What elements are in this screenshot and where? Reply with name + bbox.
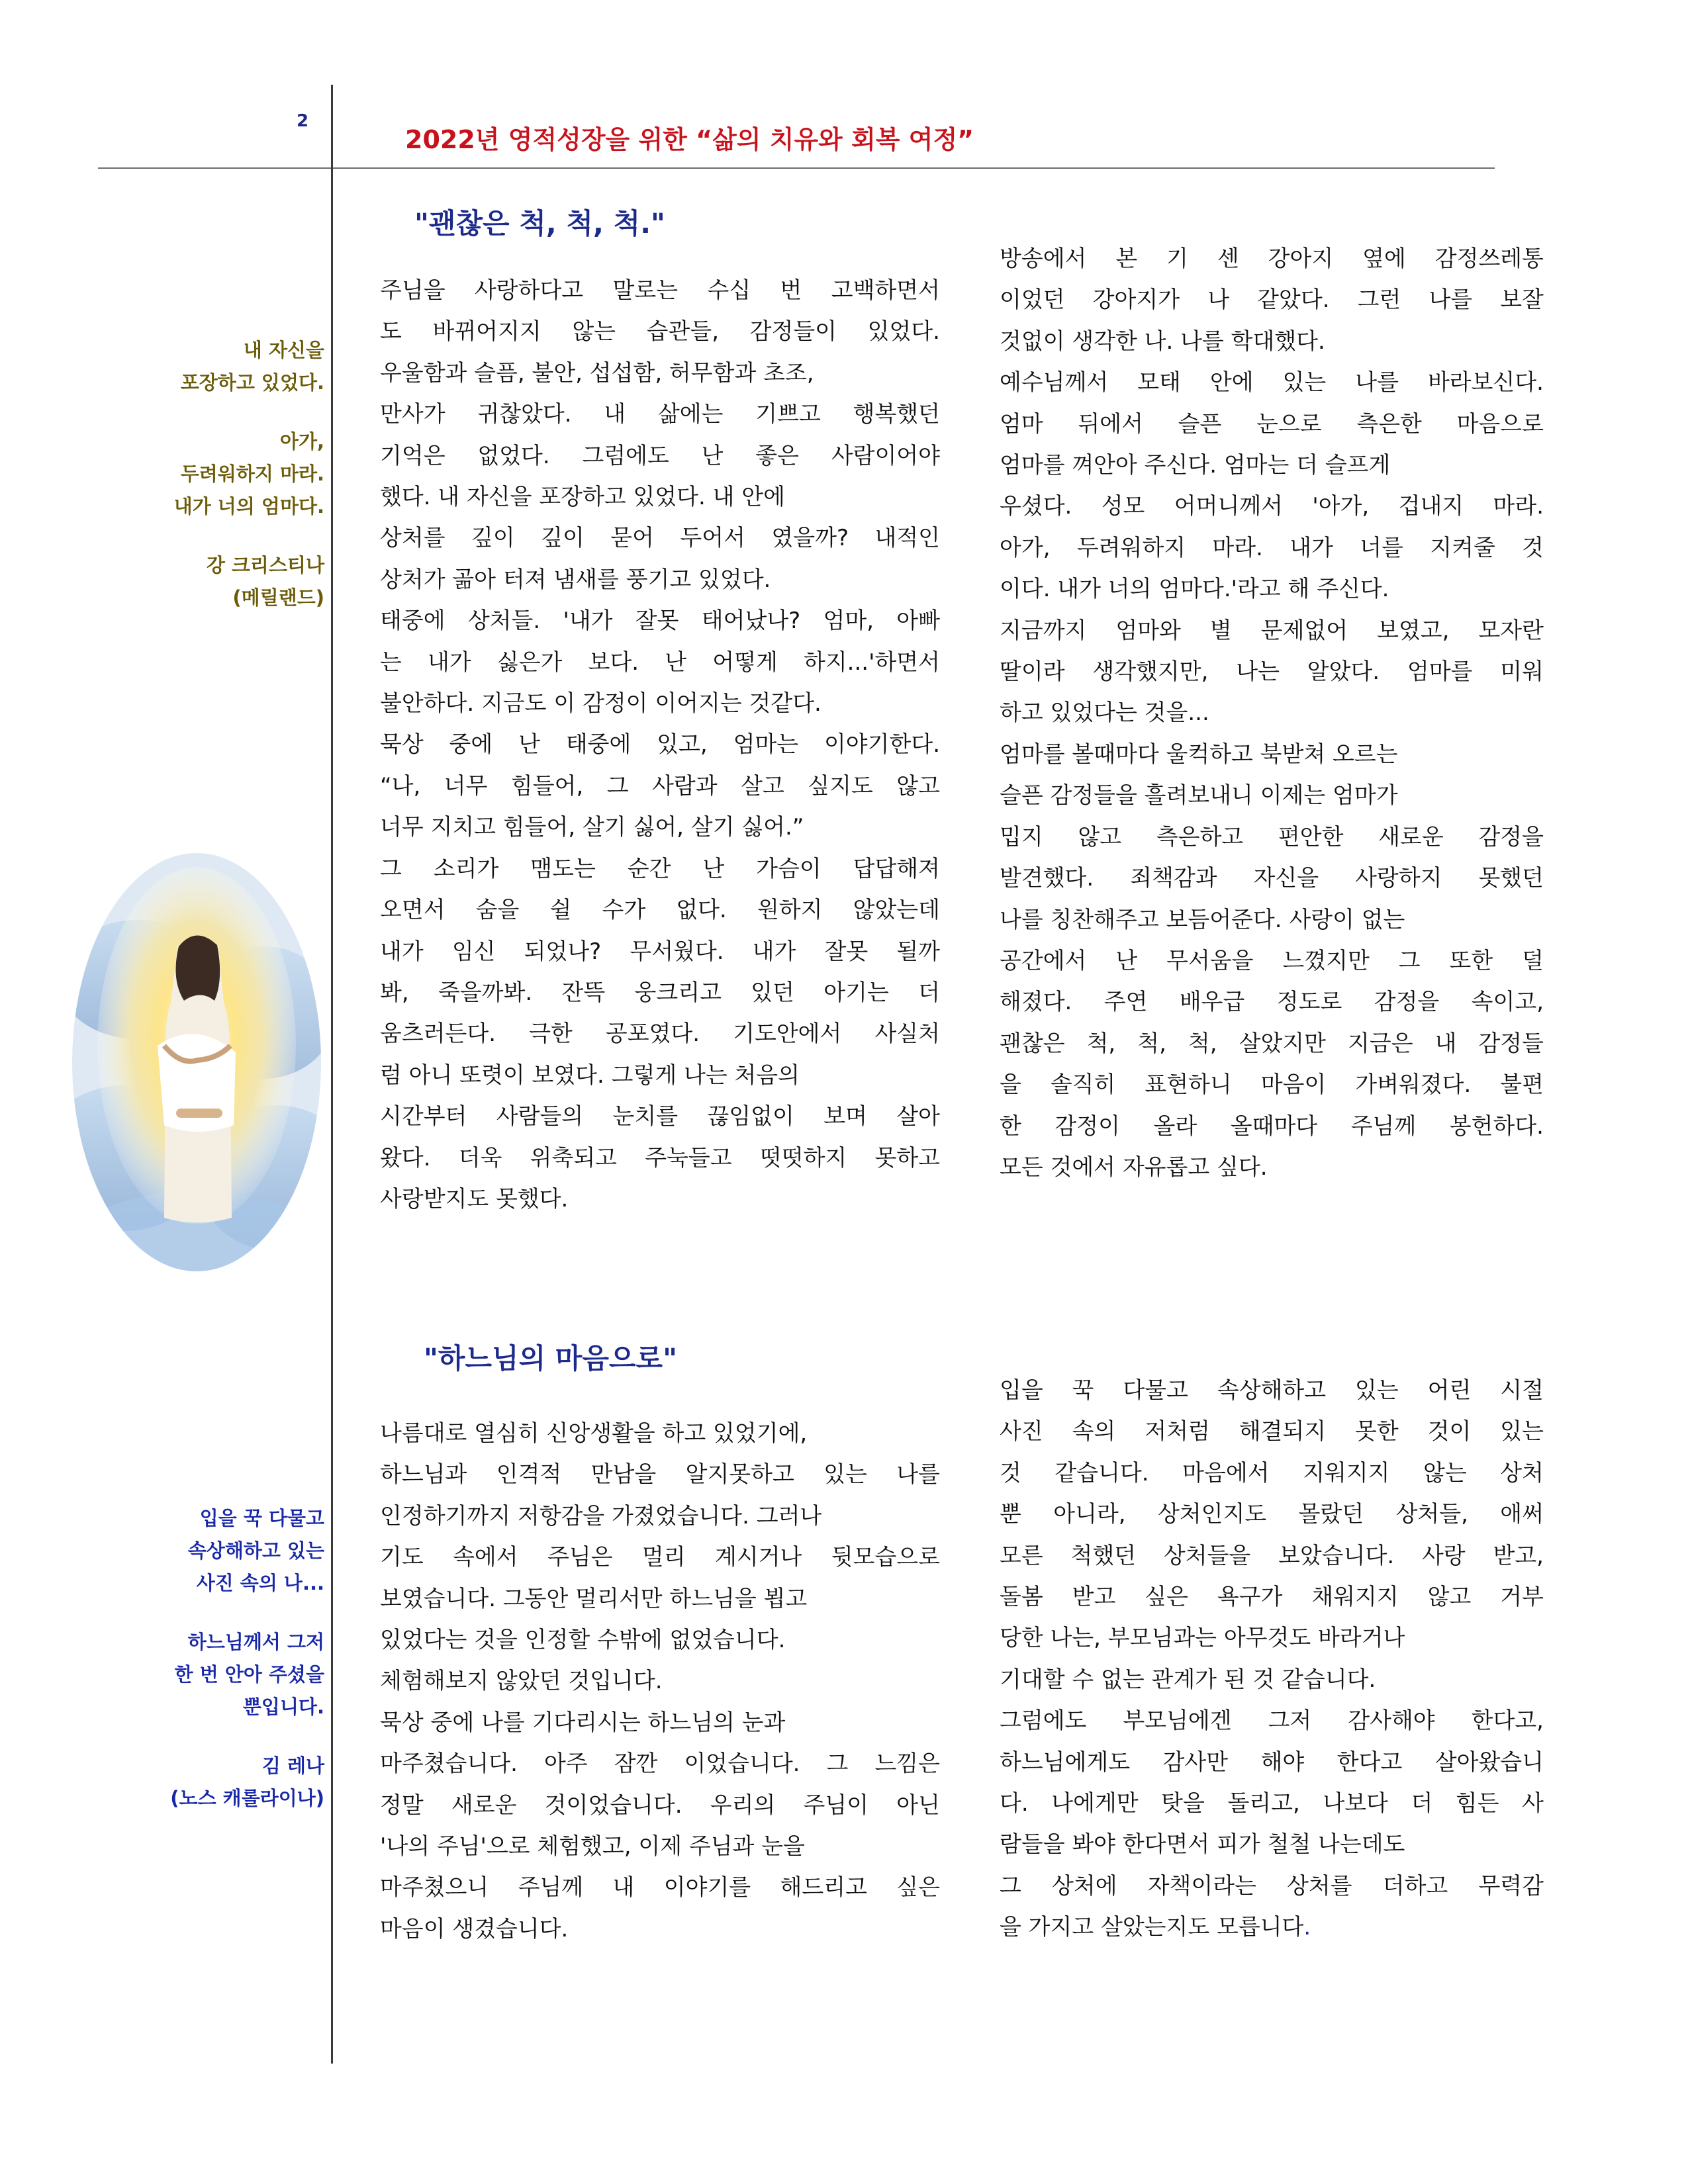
sidebar-line: 하느님께서 그저 xyxy=(187,1631,324,1653)
paragraph-line: 사진 속의 저처럼 해결되지 못한 것이 있는 xyxy=(1000,1418,1544,1445)
header-divider xyxy=(98,167,1495,169)
sidebar-line: 사진 속의 나... xyxy=(196,1572,324,1594)
paragraph-line: 돌봄 받고 싶은 욕구가 채워지지 않고 거부 xyxy=(1000,1584,1544,1611)
section-2-left-column xyxy=(380,1413,940,1950)
paragraph-line: 주님을 사랑하다고 말로는 수십 번 고백하면서 xyxy=(380,277,940,304)
paragraph-line: 정말 새로운 것이었습니다. 우리의 주님이 아닌 xyxy=(380,1792,940,1819)
paragraph-line: 마주쳤습니다. 아주 잠깐 이었습니다. 그 느낌은 xyxy=(380,1751,940,1778)
sidebar-line: 포장하고 있었다. xyxy=(180,371,324,394)
paragraph-line: “나, 너무 힘들어, 그 사람과 살고 싶지도 않고 xyxy=(380,772,940,799)
paragraph-line: 태중에 상처들. '내가 잘못 태어났나? 엄마, 아빠 xyxy=(380,608,940,635)
paragraph-line xyxy=(1000,1907,1544,1948)
paragraph-line: 왔다. 더욱 위축되고 주눅들고 떳떳하지 못하고 xyxy=(380,1144,940,1171)
paragraph-line: 만사가 귀찮았다. 내 삶에는 기쁘고 행복했던 xyxy=(380,401,940,428)
sidebar-line: 내가 너의 엄마다. xyxy=(173,495,324,518)
paragraph-line: 럼 아니 또렷이 보였다. 그렇게 나는 처음의 xyxy=(380,1062,800,1089)
paragraph-line: 람들을 봐야 한다면서 피가 철철 나는데도 xyxy=(1000,1831,1405,1858)
section-1-title: "괜찮은 척, 척, 척." xyxy=(414,207,665,240)
paragraph-line: 모든 것에서 자유롭고 싶다. xyxy=(1000,1154,1268,1181)
paragraph-line: 나를 칭찬해주고 보듬어준다. 사랑이 없는 xyxy=(1000,906,1405,933)
paragraph-line: 것없이 생각한 나. 나를 학대했다. xyxy=(1000,328,1325,355)
paragraph-line: 시간부터 사람들의 눈치를 끊임없이 보며 살아 xyxy=(380,1103,940,1130)
author-name: 강 크리스티나 xyxy=(206,554,324,576)
paragraph-line: 인정하기까지 저항감을 가졌었습니다. 그러나 xyxy=(380,1502,822,1529)
paragraph-line: 내가 임신 되었나? 무서웠다. 내가 잘못 될까 xyxy=(380,938,940,965)
paragraph-line: 움츠러든다. 극한 공포였다. 기도안에서 사실처 xyxy=(380,1021,940,1048)
paragraph-line: 다. 나에게만 탓을 돌리고, 나보다 더 힘든 사 xyxy=(1000,1790,1544,1817)
paragraph-line: 기도 속에서 주님은 멀리 계시거나 뒷모습으로 xyxy=(380,1544,940,1571)
last-line-text: 을 가지고 살았는지도 모릅니다 xyxy=(1000,1914,1304,1941)
section-1-right-column xyxy=(1000,238,1544,1188)
paragraph-line: 불안하다. 지금도 이 감정이 이어지는 것같다. xyxy=(380,690,821,717)
author-location: (메릴랜드) xyxy=(232,586,324,609)
author-location: (노스 캐롤라이나) xyxy=(170,1787,324,1809)
final-period: . xyxy=(1303,1914,1311,1941)
paragraph-line: 모른 척했던 상처들을 보았습니다. 사랑 받고, xyxy=(1000,1542,1544,1569)
paragraph-line: 발견했다. 죄책감과 자신을 사랑하지 못했던 xyxy=(1000,865,1544,892)
author-name: 김 레나 xyxy=(261,1754,324,1777)
paragraph-line: 우울함과 슬픔, 불안, 섭섭함, 허무함과 초조, xyxy=(380,359,814,387)
paragraph-line: 아가, 두려워하지 마라. 내가 너를 지켜줄 것 xyxy=(1000,534,1544,561)
paragraph-line: 기대할 수 없는 관계가 된 것 같습니다. xyxy=(1000,1666,1376,1693)
sidebar-line: 아가, xyxy=(279,430,324,453)
paragraph-line: 우셨다. 성모 어머니께서 '아가, 겁내지 마라. xyxy=(1000,493,1544,520)
paragraph-line: 입을 꾹 다물고 속상해하고 있는 어린 시절 xyxy=(1000,1377,1544,1404)
paragraph-line: 하느님과 인격적 만남을 알지못하고 있는 나를 xyxy=(380,1461,940,1488)
paragraph-line: 했다. 내 자신을 포장하고 있었다. 내 안에 xyxy=(380,484,785,511)
paragraph-line: 그럼에도 부모님에겐 그저 감사해야 한다고, xyxy=(1000,1707,1544,1735)
paragraph-line: 너무 지치고 힘들어, 살기 싫어, 살기 싫어.” xyxy=(380,814,804,841)
sidebar-line: 뿐입니다. xyxy=(242,1696,324,1718)
sidebar-line: 속상해하고 있는 xyxy=(187,1539,324,1562)
paragraph-line: 는 내가 싫은가 보다. 난 어떻게 하지...'하면서 xyxy=(380,649,940,676)
section-1-left-column xyxy=(380,270,940,1220)
paragraph-line: 있었다는 것을 인정할 수밖에 없었습니다. xyxy=(380,1627,786,1654)
paragraph-line: 봐, 죽을까봐. 잔뜩 웅크리고 있던 아기는 더 xyxy=(380,979,940,1006)
paragraph-line: 괜찮은 척, 척, 척, 살았지만 지금은 내 감정들 xyxy=(1000,1030,1544,1057)
sidebar-line: 내 자신을 xyxy=(243,339,324,361)
paragraph-line: 방송에서 본 기 센 강아지 옆에 감정쓰레통 xyxy=(1000,246,1544,272)
paragraph-line: 뿐 아니라, 상처인지도 몰랐던 상처들, 애써 xyxy=(1000,1501,1544,1528)
painting-embrace-image xyxy=(65,847,328,1277)
paragraph-line: 이었던 강아지가 나 같았다. 그런 나를 보잘 xyxy=(1000,287,1544,314)
page-number: 2 xyxy=(297,111,309,131)
sidebar-line: 입을 꾹 다물고 xyxy=(199,1507,324,1529)
paragraph-line: 한 감정이 올라 올때마다 주님께 봉헌하다. xyxy=(1000,1113,1544,1140)
sidebar-line: 두려워하지 마라. xyxy=(180,463,324,485)
paragraph-line: 기억은 없었다. 그럼에도 난 좋은 사람이어야 xyxy=(380,442,940,469)
paragraph-line: 해졌다. 주연 배우급 정도로 감정을 속이고, xyxy=(1000,989,1544,1016)
sidebar-line: 한 번 안아 주셨을 xyxy=(174,1663,324,1686)
paragraph-line: 공간에서 난 무서움을 느꼈지만 그 또한 덜 xyxy=(1000,947,1544,974)
paragraph-line: 사랑받지도 못했다. xyxy=(380,1185,569,1212)
paragraph-line: 것 같습니다. 마음에서 지워지지 않는 상처 xyxy=(1000,1459,1544,1486)
sidebar-note-1 xyxy=(99,334,324,614)
paragraph-line: 묵상 중에 나를 기다리시는 하느님의 눈과 xyxy=(380,1709,786,1736)
section-2-title: "하느님의 마음으로" xyxy=(424,1342,677,1375)
paragraph-line: 예수님께서 모태 안에 있는 나를 바라보신다. xyxy=(1000,369,1544,396)
paragraph-line: 도 바뀌어지지 않는 습관들, 감정들이 있었다. xyxy=(380,318,940,345)
paragraph-line: 엄마 뒤에서 슬픈 눈으로 측은한 마음으로 xyxy=(1000,410,1544,437)
paragraph-line: 하느님에게도 감사만 해야 한다고 살아왔습니 xyxy=(1000,1749,1544,1776)
header-title: 2022년 영적성장을 위한 “삶의 치유와 회복 여정” xyxy=(405,125,974,154)
paragraph-line: 체험해보지 않았던 것입니다. xyxy=(380,1668,663,1695)
sidebar-note-2 xyxy=(99,1502,324,1815)
paragraph-line: 보였습니다. 그동안 멀리서만 하느님을 뵙고 xyxy=(380,1585,808,1612)
sidebar-divider xyxy=(331,85,333,2064)
paragraph-line: 하고 있었다는 것을... xyxy=(1000,700,1209,727)
section-2-right-column xyxy=(1000,1370,1544,1948)
paragraph-line: 딸이라 생각했지만, 나는 알았다. 엄마를 미워 xyxy=(1000,659,1544,686)
paragraph-line: 엄마를 볼때마다 울컥하고 북받쳐 오르는 xyxy=(1000,741,1398,768)
paragraph-line: 그 상처에 자책이라는 상처를 더하고 무력감 xyxy=(1000,1872,1544,1899)
paragraph-line: 당한 나는, 부모님과는 아무것도 바라거나 xyxy=(1000,1625,1405,1652)
paragraph-line: 마주쳤으니 주님께 내 이야기를 해드리고 싶은 xyxy=(380,1874,940,1901)
paragraph-line: 그 소리가 맴도는 순간 난 가슴이 답답해져 xyxy=(380,855,940,882)
paragraph-line: 지금까지 엄마와 별 문제없어 보였고, 모자란 xyxy=(1000,617,1544,644)
paragraph-line: 오면서 숨을 쉴 수가 없다. 원하지 않았는데 xyxy=(380,897,940,924)
paragraph-line: 슬픈 감정들을 흘려보내니 이제는 엄마가 xyxy=(1000,782,1398,809)
paragraph-line: '나의 주님'으로 체험했고, 이제 주님과 눈을 xyxy=(380,1833,805,1860)
paragraph-line: 묵상 중에 난 태중에 있고, 엄마는 이야기한다. xyxy=(380,731,940,758)
paragraph-line: 이다. 내가 너의 엄마다.'라고 해 주신다. xyxy=(1000,576,1389,603)
paragraph-line: 밉지 않고 측은하고 편안한 새로운 감정을 xyxy=(1000,823,1544,850)
paragraph-line: 나름대로 열심히 신앙생활을 하고 있었기에, xyxy=(380,1420,808,1447)
paragraph-line: 상처를 깊이 깊이 묻어 두어서 였을까? 내적인 xyxy=(380,525,940,552)
paragraph-line: 을 솔직히 표현하니 마음이 가벼워졌다. 불편 xyxy=(1000,1071,1544,1099)
paragraph-line: 엄마를 껴안아 주신다. 엄마는 더 슬프게 xyxy=(1000,452,1391,479)
paragraph-line: 마음이 생겼습니다. xyxy=(380,1915,569,1942)
paragraph-line: 상처가 곪아 터져 냄새를 풍기고 있었다. xyxy=(380,566,771,593)
